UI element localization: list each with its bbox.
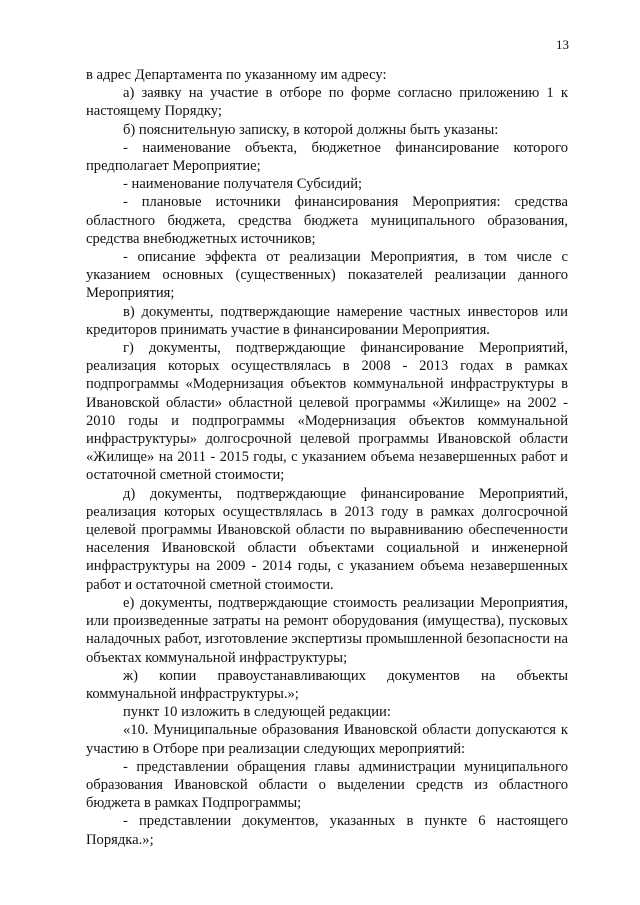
paragraph: пункт 10 изложить в следующей редакции:: [123, 704, 391, 721]
paragraph: - наименование получателя Субсидий;: [123, 176, 363, 193]
paragraph: - плановые источники финансирования Мероприятия: средства областного бюджета, средства бюджета муниципального образования, средства внебюджетных источников;: [86, 194, 568, 247]
paragraph: в адрес Департамента по указанному им адресу:: [86, 67, 387, 83]
paragraph: - представлении документов, указанных в пункте 6 настоящего Порядка.»;: [86, 813, 568, 848]
paragraph: а) заявку на участие в отборе по форме согласно приложению 1 к настоящему Порядку;: [86, 85, 568, 120]
paragraph: ж) копии правоустанавливающих документов на объекты коммунальной инфраструктуры.»;: [86, 667, 568, 702]
paragraph: в) документы, подтверждающие намерение частных инвесторов или кредиторов принимать участие в финансировании Мероприятия.: [86, 303, 568, 338]
paragraph: - описание эффекта от реализации Мероприятия, в том числе с указанием основных (существенных) показателей реализации данного Мероприятия;: [86, 249, 568, 302]
paragraph: - наименование объекта, бюджетное финансирование которого предполагает Мероприятие;: [86, 139, 568, 175]
page-number: 13: [556, 37, 569, 52]
paragraph: г) документы, подтверждающие финансирование Мероприятий, реализация которых осуществлялась в 2008 - 2013 годах в рамках подпрограммы «Модернизация объектов коммунальной инфраструктуры в Ивановской области» областной целевой программы «Жилище» на 2002 - 2010 годы и подпрограммы «Модернизация объектов коммунальной инфраструктуры» долгосрочной целевой программы Ивановской области «Жилище» на 2011 - 2015 годы, с указанием объема незавершенных работ и остаточной сметной стоимости;: [86, 340, 568, 484]
document-body: [86, 66, 568, 849]
paragraph: «10. Муниципальные образования Ивановской области допускаются к участию в Отборе при реализации следующих мероприятий:: [86, 722, 568, 757]
paragraph: - представлении обращения главы администрации муниципального образования Ивановской области о выделении средств из областного бюджета в рамках Подпрограммы;: [86, 758, 568, 812]
paragraph: е) документы, подтверждающие стоимость реализации Мероприятия, или произведенные затраты на ремонт оборудования (имущества), пусковых наладочных работ, изготовление экспертизы промышленной безопасности на объектах коммунальной инфраструктуры;: [86, 594, 568, 666]
paragraph: б) пояснительную записку, в которой должны быть указаны:: [123, 121, 499, 138]
paragraph: д) документы, подтверждающие финансирование Мероприятий, реализация которых осуществлялась в 2013 году в рамках долгосрочной целевой программы Ивановской области по выравниванию обеспеченности населения Ивановской области объектами социальной и инженерной инфраструктуры на 2009 - 2014 годы, с указанием объема незавершенных работ и остаточной сметной стоимости.: [86, 485, 568, 593]
